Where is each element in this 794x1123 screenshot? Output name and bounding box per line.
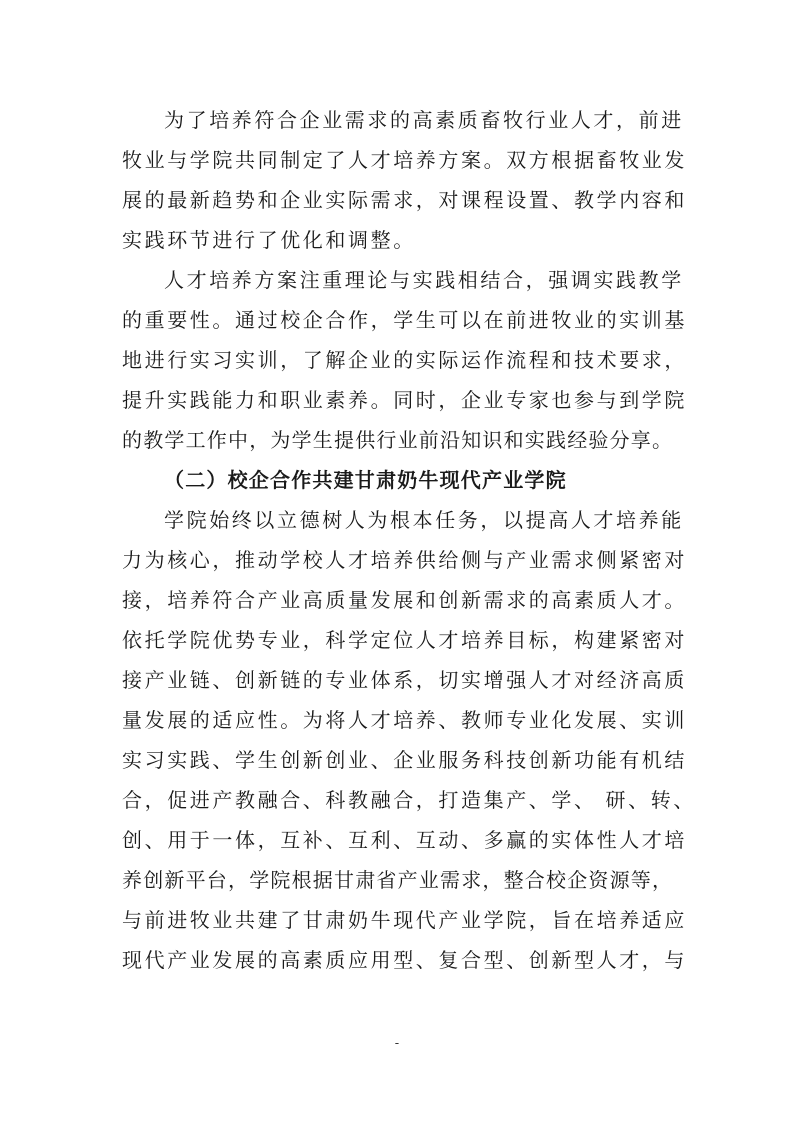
paragraph-2-line-5: 的教学工作中，为学生提供行业前沿知识和实践经验分享。 [122, 428, 674, 452]
paragraph-2-line-4: 提升实践能力和职业素养。同时，企业专家也参与到学院 [122, 388, 687, 412]
paragraph-3-line-10: 养创新平台，学院根据甘肃省产业需求，整合校企资源等， [122, 868, 674, 892]
paragraph-3-line-4: 依托学院优势专业，科学定位人才培养目标，构建紧密对 [122, 628, 687, 652]
paragraph-1-line-1: 为了培养符合企业需求的高素质畜牧行业人才，前进 [164, 108, 684, 132]
paragraph-3-line-1: 学院始终以立德树人为根本任务，以提高人才培养能 [164, 508, 684, 532]
paragraph-1-line-3: 展的最新趋势和企业实际需求，对课程设置、教学内容和 [122, 188, 687, 212]
paragraph-3-line-7: 实习实践、学生创新创业、企业服务科技创新功能有机结 [122, 748, 687, 772]
paragraph-3-line-12: 现代产业发展的高素质应用型、复合型、创新型人才，与 [122, 948, 687, 972]
paragraph-2-line-2: 的重要性。通过校企合作，学生可以在前进牧业的实训基 [122, 308, 687, 332]
paragraph-1-line-4: 实践环节进行了优化和调整。 [122, 228, 416, 252]
paragraph-3-line-5: 接产业链、创新链的专业体系，切实增强人才对经济高质 [122, 668, 687, 692]
paragraph-3-line-8: 合，促进产教融合、科教融合，打造集产、学、 研、转、 [122, 788, 696, 812]
paragraph-1-line-2: 牧业与学院共同制定了人才培养方案。双方根据畜牧业发 [122, 148, 687, 172]
paragraph-3-line-6: 量发展的适应性。为将人才培养、教师专业化发展、实训 [122, 708, 687, 732]
paragraph-2-line-1: 人才培养方案注重理论与实践相结合，强调实践教学 [164, 268, 684, 292]
paragraph-3-line-9: 创、用于一体，互补、互利、互动、多赢的实体性人才培 [122, 828, 687, 852]
page-marker: - [394, 1036, 400, 1051]
paragraph-3-line-11: 与前进牧业共建了甘肃奶牛现代产业学院，旨在培养适应 [122, 908, 687, 932]
paragraph-3-line-2: 力为核心，推动学校人才培养供给侧与产业需求侧紧密对 [122, 548, 687, 572]
section-heading: （二）校企合作共建甘肃奶牛现代产业学院 [164, 468, 567, 492]
paragraph-2-line-3: 地进行实习实训，了解企业的实际运作流程和技术要求， [122, 348, 687, 372]
paragraph-3-line-3: 接，培养符合产业高质量发展和创新需求的高素质人才。 [122, 588, 687, 612]
